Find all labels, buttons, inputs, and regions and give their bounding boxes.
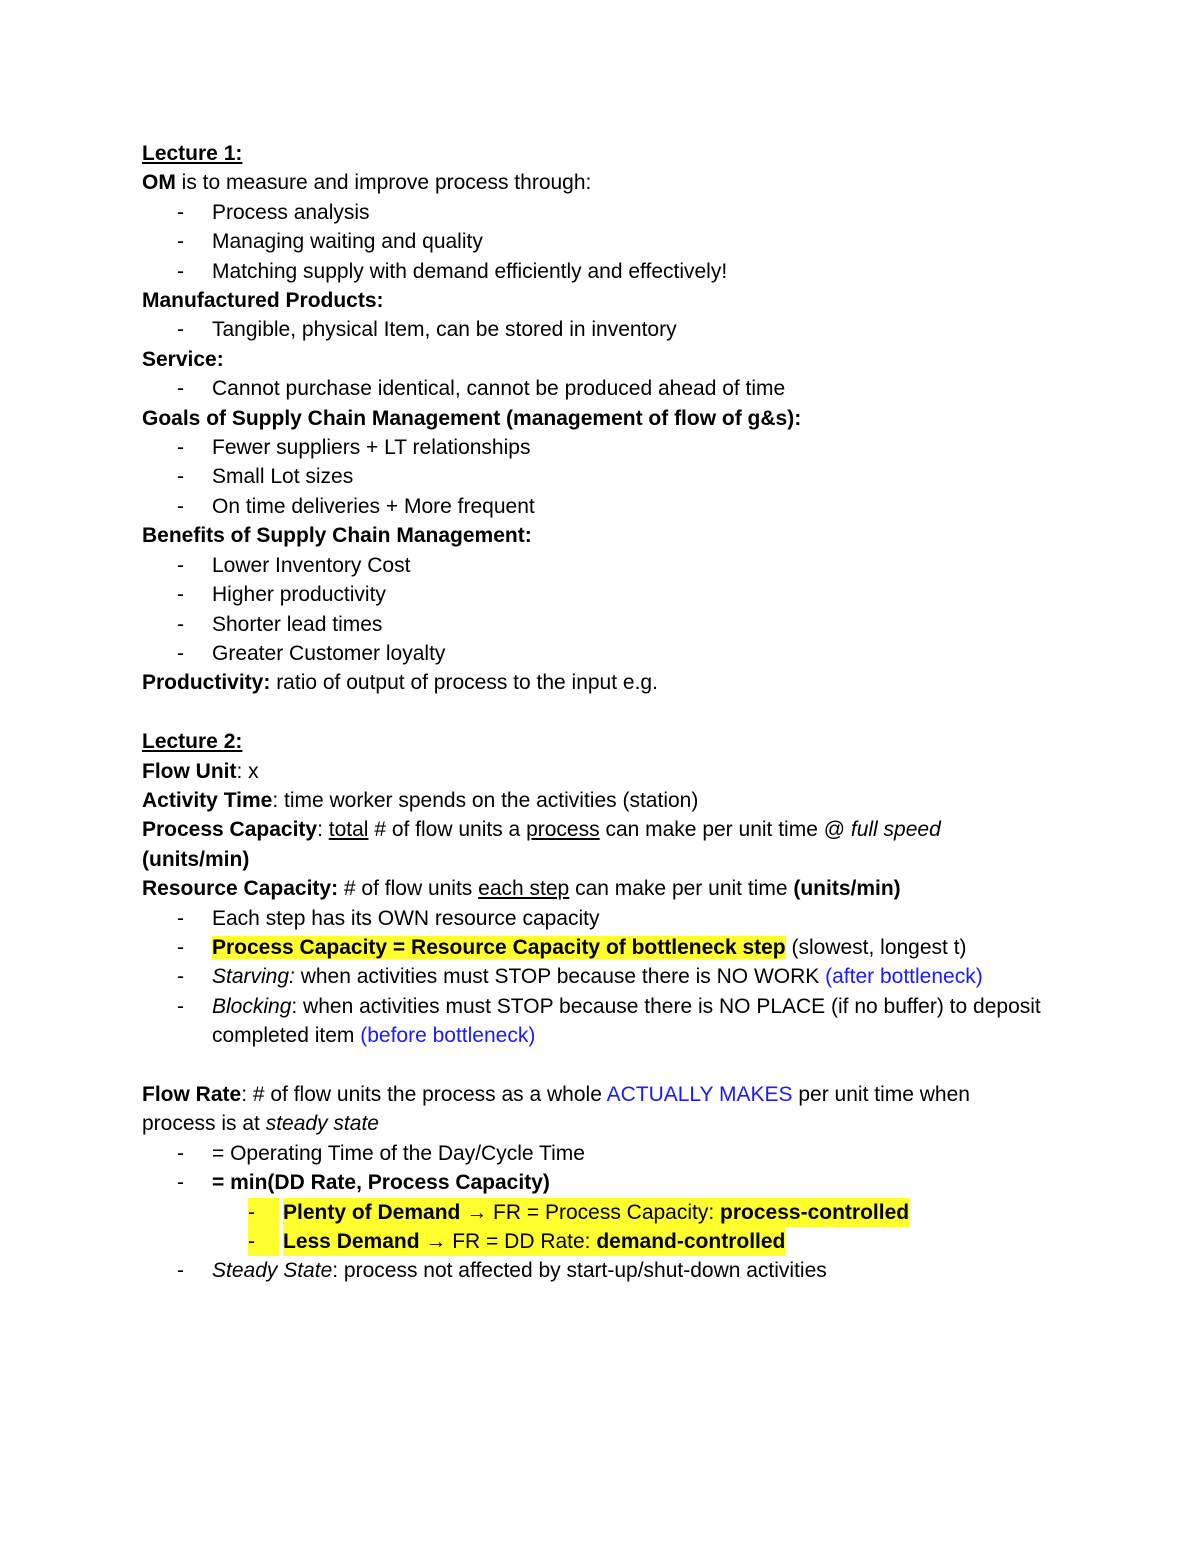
notes-content (142, 139, 1042, 1286)
list-item: - Starving: when activities must STOP because there is NO WORK (after bottleneck) (177, 965, 983, 989)
list-item: - Cannot purchase identical, cannot be produced ahead of time (177, 377, 786, 401)
list-item: - = min(DD Rate, Process Capacity) (177, 1171, 550, 1195)
activity-time-definition: Activity Time: time worker spends on the activities (station) (142, 788, 699, 812)
list-item: - Shorter lead times (177, 612, 383, 636)
flow-unit-definition: Flow Unit: x (142, 759, 259, 783)
list-item: - Each step has its OWN resource capacity (177, 906, 600, 930)
scm-benefits-heading: Benefits of Supply Chain Management: (142, 524, 532, 548)
manufactured-products-heading: Manufactured Products: (142, 289, 384, 313)
list-item: - Lower Inventory Cost (177, 553, 411, 577)
resource-capacity-definition: Resource Capacity: # of flow units each step can make per unit time (units/min) (142, 877, 901, 901)
list-item: - Small Lot sizes (177, 465, 354, 489)
list-item: - On time deliveries + More frequent (177, 494, 535, 518)
service-heading: Service: (142, 347, 224, 371)
list-item: - Process analysis (177, 200, 370, 224)
list-item: - Greater Customer loyalty (177, 641, 446, 665)
process-capacity-definition: Process Capacity: total # of flow units a process can make per unit time @ full speed (units/min) (142, 818, 941, 871)
list-item: - Matching supply with demand efficiently and effectively! (177, 259, 728, 283)
spacer (142, 698, 1042, 727)
list-item: - Fewer suppliers + LT relationships (177, 436, 531, 460)
list-item: - Higher productivity (177, 583, 386, 607)
productivity-definition: Productivity: ratio of output of process to the input e.g. (142, 671, 658, 695)
list-item: - = Operating Time of the Day/Cycle Time (177, 1141, 585, 1165)
spacer (142, 1051, 1042, 1080)
list-item: - Blocking: when activities must STOP because there is NO PLACE (if no buffer) to deposit completed item (before bottleneck) (177, 994, 1041, 1048)
list-item: - Tangible, physical Item, can be stored in inventory (177, 318, 677, 342)
list-item-highlighted: - Process Capacity = Resource Capacity of bottleneck step (slowest, longest t) (177, 935, 967, 959)
list-item: - Steady State: process not affected by start-up/shut-down activities (177, 1259, 827, 1283)
lecture-2-heading: Lecture 2: (142, 730, 243, 754)
sub-list-item-highlighted: - Plenty of Demand → FR = Process Capacity: process-controlled (142, 1198, 1042, 1227)
scm-goals-heading: Goals of Supply Chain Management (management of flow of g&s): (142, 406, 802, 430)
flow-rate-definition: Flow Rate: # of flow units the process as a whole ACTUALLY MAKES per unit time when process is at steady state (142, 1082, 970, 1136)
lecture-1-heading: Lecture 1: (142, 142, 243, 165)
om-definition: OM is to measure and improve process through: (142, 171, 592, 195)
sub-list-item-highlighted: - Less Demand → FR = DD Rate: demand-controlled (142, 1227, 1042, 1256)
list-item: - Managing waiting and quality (177, 230, 483, 254)
